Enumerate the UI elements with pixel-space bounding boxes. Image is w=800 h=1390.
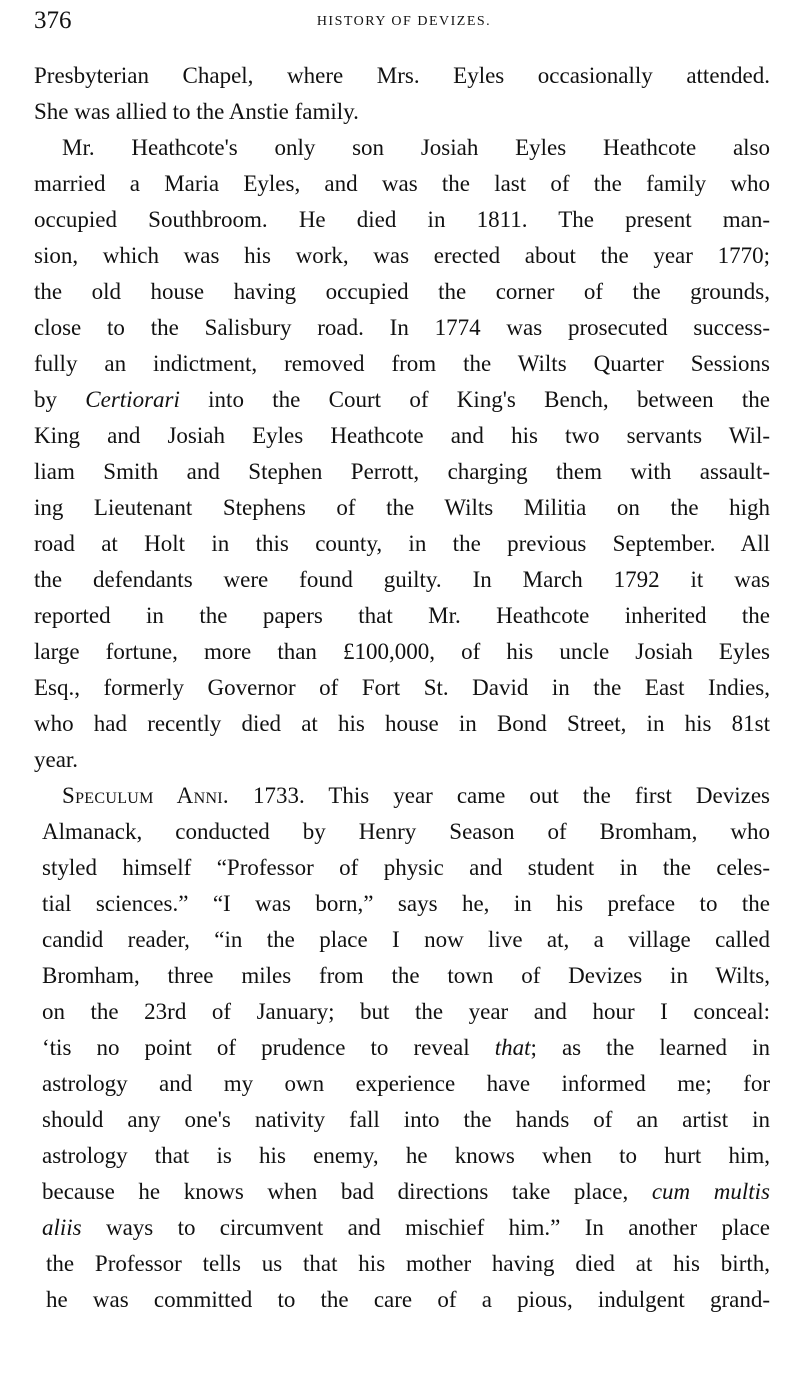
text-line: Bromham, three miles from the town of Devizes in Wilts, — [42, 963, 770, 988]
text-fragment: ; as the learned in — [530, 1035, 770, 1060]
text-line: She was allied to the Anstie family. — [34, 99, 359, 124]
text-line: fully an indictment, removed from the Wilts Quarter Sessions — [34, 351, 770, 376]
text-line: astrology that is his enemy, he knows when to hurt him, — [42, 1143, 770, 1168]
text-line: reported in the papers that Mr. Heathcote inherited the — [34, 603, 770, 628]
text-line: on the 23rd of January; but the year and hour I conceal: — [42, 999, 770, 1024]
text-line: married a Maria Eyles, and was the last of the family who — [34, 171, 770, 196]
text-fragment: ‘tis no point of prudence to reveal — [42, 1035, 470, 1060]
italic-term: that — [494, 1035, 531, 1060]
text-line: should any one's nativity fall into the hands of an artist in — [42, 1107, 770, 1132]
text-fragment: into the Court of King's Bench, between the — [208, 387, 770, 412]
text-line: the old house having occupied the corner of the grounds, — [34, 279, 770, 304]
text-line: ing Lieutenant Stephens of the Wilts Militia on the high — [34, 495, 770, 520]
text-line: styled himself “Professor of physic and student in the celes- — [42, 855, 770, 880]
italic-term: aliis — [42, 1215, 82, 1240]
text-line — [34, 1210, 770, 1246]
italic-term: cum multis — [651, 1179, 770, 1204]
text-line: close to the Salisbury road. In 1774 was prosecuted success- — [34, 315, 770, 340]
running-head: HISTORY OF DEVIZES. — [316, 14, 492, 29]
text-line: tial sciences.” “I was born,” says he, in his preface to the — [42, 891, 770, 916]
italic-term: Certiorari — [85, 387, 180, 412]
text-line: Mr. Heathcote's only son Josiah Eyles Heathcote also — [62, 135, 770, 160]
text-line: large fortune, more than £100,000, of his uncle Josiah Eyles — [34, 639, 770, 664]
text-line: candid reader, “in the place I now live at, a village called — [42, 927, 770, 952]
page-header — [34, 6, 774, 40]
text-line: astrology and my own experience have informed me; for — [42, 1071, 770, 1096]
text-line — [34, 778, 770, 814]
text-fragment: ways to circumvent and mischief him.” In another place — [105, 1215, 771, 1240]
text-line: Esq., formerly Governor of Fort St. David in the East Indies, — [34, 675, 770, 700]
text-line — [34, 1174, 770, 1210]
text-line: road at Holt in this county, in the previous September. All — [34, 531, 770, 556]
text-line: liam Smith and Stephen Perrott, charging them with assault- — [34, 459, 770, 484]
text-line: Almanack, conducted by Henry Season of Bromham, who — [42, 819, 770, 844]
text-line — [34, 1030, 770, 1066]
text-line: the defendants were found guilty. In March 1792 it was — [34, 567, 770, 592]
text-line: who had recently died at his house in Bond Street, in his 81st — [34, 711, 770, 736]
text-line: he was committed to the care of a pious, indulgent grand- — [46, 1287, 770, 1312]
text-line: King and Josiah Eyles Heathcote and his two servants Wil- — [34, 423, 770, 448]
section-heading: Speculum Anni. — [62, 783, 229, 808]
text-fragment: 1733. This year came out the first Devizes — [253, 783, 770, 808]
text-line: the Professor tells us that his mother having died at his birth, — [46, 1251, 770, 1276]
text-line: Presbyterian Chapel, where Mrs. Eyles occasionally attended. — [34, 63, 770, 88]
text-line — [34, 382, 770, 418]
body-text — [34, 58, 770, 1318]
text-line: year. — [34, 747, 79, 772]
text-fragment: because he knows when bad directions take place, — [42, 1179, 629, 1204]
text-line: sion, which was his work, was erected about the year 1770; — [34, 243, 770, 268]
text-line: occupied Southbroom. He died in 1811. The present man- — [34, 207, 770, 232]
page-number: 376 — [34, 7, 72, 34]
text-fragment: by — [34, 387, 57, 412]
